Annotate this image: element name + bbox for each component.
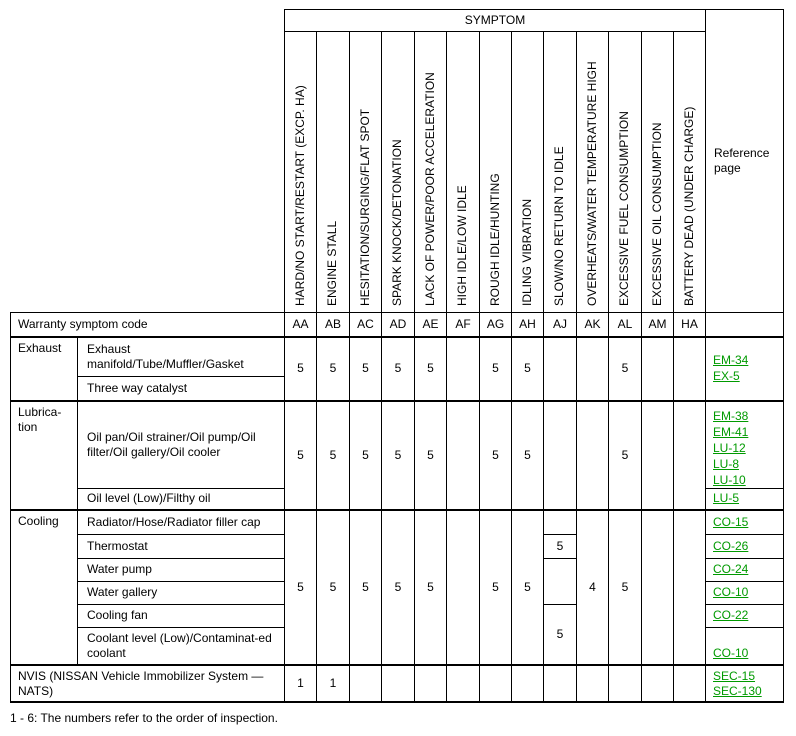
- symptom-col-header: ROUGH IDLE/HUNTING: [480, 32, 512, 313]
- ref-link[interactable]: LU-8: [713, 456, 740, 471]
- symptom-col-header: SPARK KNOCK/DETONATION: [382, 32, 415, 313]
- value-cell: 5: [480, 401, 512, 511]
- symptom-col-header: LACK OF POWER/POOR ACCELERATION: [415, 32, 447, 313]
- ref-cell: [706, 581, 784, 604]
- value-cell: 5: [350, 337, 382, 401]
- ref-link[interactable]: EX-5: [713, 368, 740, 383]
- value-cell: [609, 665, 642, 702]
- group-label-exhaust: Exhaust: [11, 337, 78, 401]
- value-cell: [447, 337, 480, 401]
- value-cell: 4: [577, 510, 609, 665]
- warranty-code: AF: [447, 313, 480, 337]
- value-cell: [447, 665, 480, 702]
- value-cell: 5: [415, 401, 447, 511]
- value-cell: [642, 401, 674, 511]
- value-cell: 5: [544, 604, 577, 665]
- ref-link[interactable]: SEC-130: [713, 683, 762, 698]
- symptom-col-header: IDLING VIBRATION: [512, 32, 544, 313]
- component-label: Water pump: [78, 558, 285, 581]
- value-cell: [674, 401, 706, 511]
- warranty-code: AK: [577, 313, 609, 337]
- warranty-code: AG: [480, 313, 512, 337]
- warranty-code: AA: [285, 313, 317, 337]
- value-cell: [674, 337, 706, 401]
- value-cell: 5: [544, 534, 577, 558]
- component-label: Oil level (Low)/Filthy oil: [78, 488, 285, 510]
- ref-cell: [706, 604, 784, 627]
- component-label: Radiator/Hose/Radiator filler cap: [78, 510, 285, 534]
- symptom-col-header: HIGH IDLE/LOW IDLE: [447, 32, 480, 313]
- ref-cell: [706, 488, 784, 510]
- ref-link[interactable]: SEC-15: [713, 668, 756, 683]
- value-cell: [674, 665, 706, 702]
- value-cell: 5: [285, 337, 317, 401]
- value-cell: 5: [512, 337, 544, 401]
- footnote: 1 - 6: The numbers refer to the order of inspection.: [10, 711, 278, 725]
- component-label: Exhaust manifold/Tube/Muffler/Gasket: [78, 337, 285, 377]
- ref-link[interactable]: EM-41: [713, 424, 749, 439]
- warranty-code: AE: [415, 313, 447, 337]
- value-cell: [642, 665, 674, 702]
- component-label: Cooling fan: [78, 604, 285, 627]
- component-label: Water gallery: [78, 581, 285, 604]
- ref-link[interactable]: EM-38: [713, 408, 749, 423]
- warranty-code: AL: [609, 313, 642, 337]
- warranty-code: AM: [642, 313, 674, 337]
- value-cell: 5: [317, 510, 350, 665]
- value-cell: [544, 558, 577, 604]
- value-cell: 5: [350, 401, 382, 511]
- ref-link[interactable]: CO-10: [713, 585, 749, 599]
- ref-link[interactable]: LU-5: [713, 491, 740, 506]
- symptom-col-header: HARD/NO START/RESTART (EXCP. HA): [285, 32, 317, 313]
- group-label-lubrication: Lubrica-tion: [11, 401, 78, 511]
- ref-link[interactable]: LU-10: [713, 472, 746, 487]
- component-label: Thermostat: [78, 534, 285, 558]
- symptom-col-header: EXCESSIVE FUEL CONSUMPTION: [609, 32, 642, 313]
- value-cell: 5: [480, 337, 512, 401]
- value-cell: [544, 510, 577, 534]
- component-label: Three way catalyst: [78, 377, 285, 401]
- ref-link[interactable]: CO-10: [713, 646, 749, 660]
- value-cell: 5: [350, 510, 382, 665]
- value-cell: 5: [512, 510, 544, 665]
- symptom-col-header: EXCESSIVE OIL CONSUMPTION: [642, 32, 674, 313]
- component-label: Oil pan/Oil strainer/Oil pump/Oil filter/Oil gallery/Oil cooler: [78, 401, 285, 489]
- ref-cell: [706, 401, 784, 489]
- warranty-code: AB: [317, 313, 350, 337]
- reference-page-header: Reference page: [706, 10, 784, 313]
- value-cell: [350, 665, 382, 702]
- value-cell: 5: [382, 510, 415, 665]
- warranty-code: HA: [674, 313, 706, 337]
- value-cell: [415, 665, 447, 702]
- value-cell: 5: [480, 510, 512, 665]
- value-cell: 5: [317, 401, 350, 511]
- warranty-code: AJ: [544, 313, 577, 337]
- ref-link[interactable]: CO-26: [713, 538, 749, 553]
- ref-link[interactable]: CO-15: [713, 514, 749, 529]
- value-cell: [544, 337, 577, 401]
- ref-link[interactable]: CO-24: [713, 562, 749, 576]
- value-cell: [674, 510, 706, 665]
- symptom-col-header: HESITATION/SURGING/FLAT SPOT: [350, 32, 382, 313]
- ref-cell: [706, 534, 784, 558]
- value-cell: [447, 510, 480, 665]
- ref-link[interactable]: CO-22: [713, 608, 749, 622]
- ref-cell: [706, 665, 784, 702]
- value-cell: 5: [512, 401, 544, 511]
- ref-cell: [706, 627, 784, 665]
- ref-cell: [706, 337, 784, 401]
- ref-link[interactable]: LU-12: [713, 440, 746, 455]
- value-cell: 5: [609, 337, 642, 401]
- value-cell: 5: [382, 337, 415, 401]
- value-cell: 5: [415, 510, 447, 665]
- value-cell: 5: [609, 401, 642, 511]
- value-cell: [642, 510, 674, 665]
- symptom-header: SYMPTOM: [285, 10, 706, 32]
- symptom-col-header: BATTERY DEAD (UNDER CHARGE): [674, 32, 706, 313]
- symptom-col-header: OVERHEATS/WATER TEMPERATURE HIGH: [577, 32, 609, 313]
- value-cell: [480, 665, 512, 702]
- ref-cell: [706, 510, 784, 534]
- value-cell: [577, 665, 609, 702]
- value-cell: [544, 401, 577, 511]
- value-cell: 5: [285, 510, 317, 665]
- value-cell: 5: [285, 401, 317, 511]
- warranty-code: AC: [350, 313, 382, 337]
- warranty-label: Warranty symptom code: [11, 313, 285, 337]
- component-label: Coolant level (Low)/Contaminat-ed coolant: [78, 627, 285, 665]
- value-cell: 5: [609, 510, 642, 665]
- ref-cell: [706, 558, 784, 581]
- value-cell: [382, 665, 415, 702]
- value-cell: 5: [382, 401, 415, 511]
- value-cell: [577, 401, 609, 511]
- value-cell: [447, 401, 480, 511]
- value-cell: 1: [317, 665, 350, 702]
- value-cell: [577, 337, 609, 401]
- group-label-cooling: Cooling: [11, 510, 78, 665]
- corner-blank: [11, 10, 285, 313]
- ref-link[interactable]: EM-34: [713, 352, 749, 367]
- symptom-col-header: ENGINE STALL: [317, 32, 350, 313]
- warranty-code: AH: [512, 313, 544, 337]
- symptom-col-header: SLOW/NO RETURN TO IDLE: [544, 32, 577, 313]
- group-label-nvis: NVIS (NISSAN Vehicle Immobilizer System — NATS): [11, 665, 285, 702]
- value-cell: [642, 337, 674, 401]
- value-cell: 1: [285, 665, 317, 702]
- value-cell: 5: [317, 337, 350, 401]
- value-cell: [512, 665, 544, 702]
- symptom-table: [10, 9, 784, 703]
- value-cell: 5: [415, 337, 447, 401]
- value-cell: [544, 665, 577, 702]
- warranty-code: AD: [382, 313, 415, 337]
- warranty-ref-blank: [706, 313, 784, 337]
